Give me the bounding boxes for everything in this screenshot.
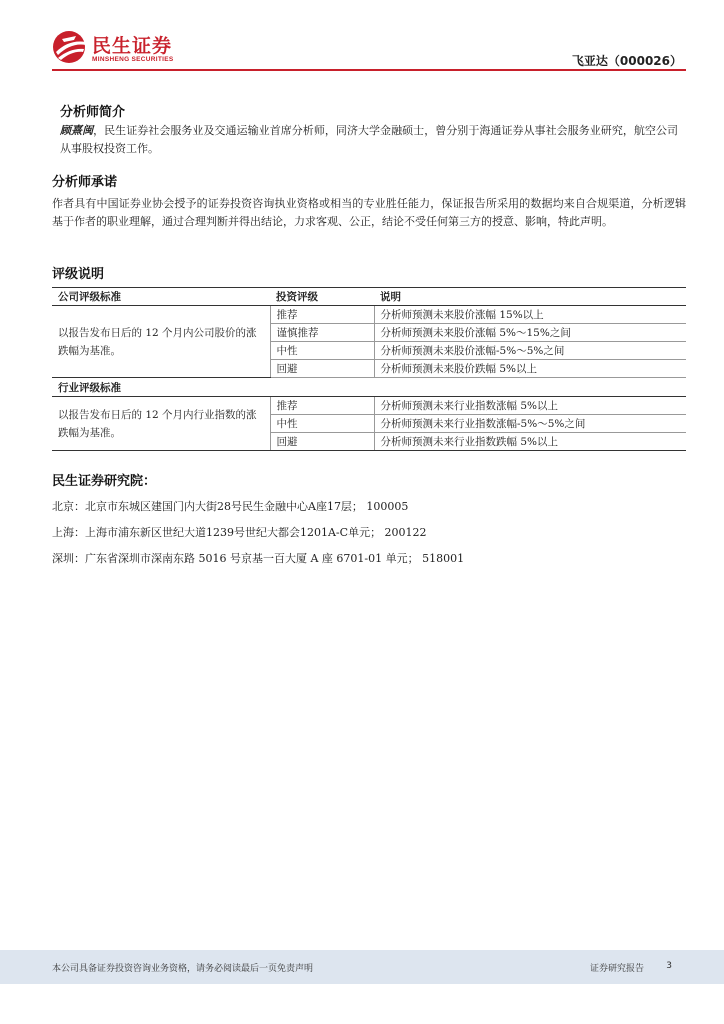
address-shenzhen: 深圳：广东省深圳市深南东路 5016 号京基一百大厦 A 座 6701-01 单元； 518001 — [52, 552, 465, 565]
analyst-bio: ，民生证券社会服务业及交通运输业首席分析师，同济大学金融硕士，曾分别于海通证券从事社会服务业研究，航空公司从事股权投资工作。 — [60, 124, 678, 155]
industry-rating-avoid: 回避 — [270, 433, 374, 451]
company-rating-cautious: 谨慎推荐 — [270, 324, 374, 342]
industry-rating-neutral-desc: 分析师预测未来行业指数涨幅-5%～5%之间 — [374, 415, 686, 433]
industry-rating-neutral: 中性 — [270, 415, 374, 433]
logo-chinese-name: 民生证券 — [92, 35, 173, 57]
logo-english-name: MINSHENG SECURITIES — [92, 56, 174, 63]
rating-title: 评级说明 — [52, 267, 105, 282]
company-basis-text: 以报告发布日后的 12 个月内公司股价的涨跌幅为基准。 — [52, 306, 270, 378]
industry-basis-text: 以报告发布日后的 12 个月内行业指数的涨跌幅为基准。 — [52, 397, 270, 451]
company-rating-avoid: 回避 — [270, 360, 374, 378]
analyst-name: 顾熹闽 — [60, 124, 94, 137]
company-rating-buy-desc: 分析师预测未来股价涨幅 15%以上 — [374, 306, 686, 324]
col-explanation: 说明 — [374, 288, 686, 306]
company-rating-avoid-desc: 分析师预测未来股价跌幅 5%以上 — [374, 360, 686, 378]
minsheng-logo-icon — [52, 30, 88, 64]
industry-basis-header: 行业评级标准 — [52, 378, 270, 397]
industry-rating-buy-desc: 分析师预测未来行业指数涨幅 5%以上 — [374, 397, 686, 415]
industry-rating-buy: 推荐 — [270, 397, 374, 415]
footer-report-type: 证券研究报告 — [589, 964, 644, 974]
institute-title: 民生证券研究院： — [52, 474, 157, 489]
company-rating-neutral: 中性 — [270, 342, 374, 360]
analyst-intro-title: 分析师简介 — [60, 105, 126, 120]
company-rating-buy: 推荐 — [270, 306, 374, 324]
industry-header-row — [52, 378, 686, 397]
col-company-basis: 公司评级标准 — [52, 288, 270, 306]
company-rating-cautious-desc: 分析师预测未来股价涨幅 5%～15%之间 — [374, 324, 686, 342]
address-beijing: 北京：北京市东城区建国门内大街28号民生金融中心A座17层； 100005 — [52, 500, 409, 513]
analyst-intro-text — [52, 122, 678, 158]
stock-title: 飞亚达（000026） — [571, 54, 682, 68]
col-investment-rating: 投资评级 — [270, 288, 374, 306]
table-row — [52, 397, 686, 415]
footer-disclaimer: 本公司具备证券投资咨询业务资格，请务必阅读最后一页免责声明 — [52, 964, 314, 974]
minsheng-logo — [52, 30, 192, 70]
page-footer — [0, 950, 724, 984]
rating-table — [52, 287, 686, 451]
table-row — [52, 306, 686, 324]
page-header — [0, 0, 724, 80]
industry-rating-avoid-desc: 分析师预测未来行业指数跌幅 5%以上 — [374, 433, 686, 451]
analyst-pledge-text: 作者具有中国证券业协会授予的证券投资咨询执业资格或相当的专业胜任能力，保证报告所采用的数据均来自合规渠道，分析逻辑基于作者的职业理解，通过合理判断并得出结论，力求客观、公正，结论不受任何第三方的授意、影响，特此声明。 — [52, 197, 686, 228]
address-shanghai: 上海：上海市浦东新区世纪大道1239号世纪大都会1201A-C单元； 200122 — [52, 526, 427, 539]
rating-table-header — [52, 288, 686, 306]
company-rating-neutral-desc: 分析师预测未来股价涨幅-5%～5%之间 — [374, 342, 686, 360]
header-divider — [52, 69, 686, 71]
analyst-pledge-title: 分析师承诺 — [52, 175, 118, 190]
page-number: 3 — [666, 961, 672, 971]
